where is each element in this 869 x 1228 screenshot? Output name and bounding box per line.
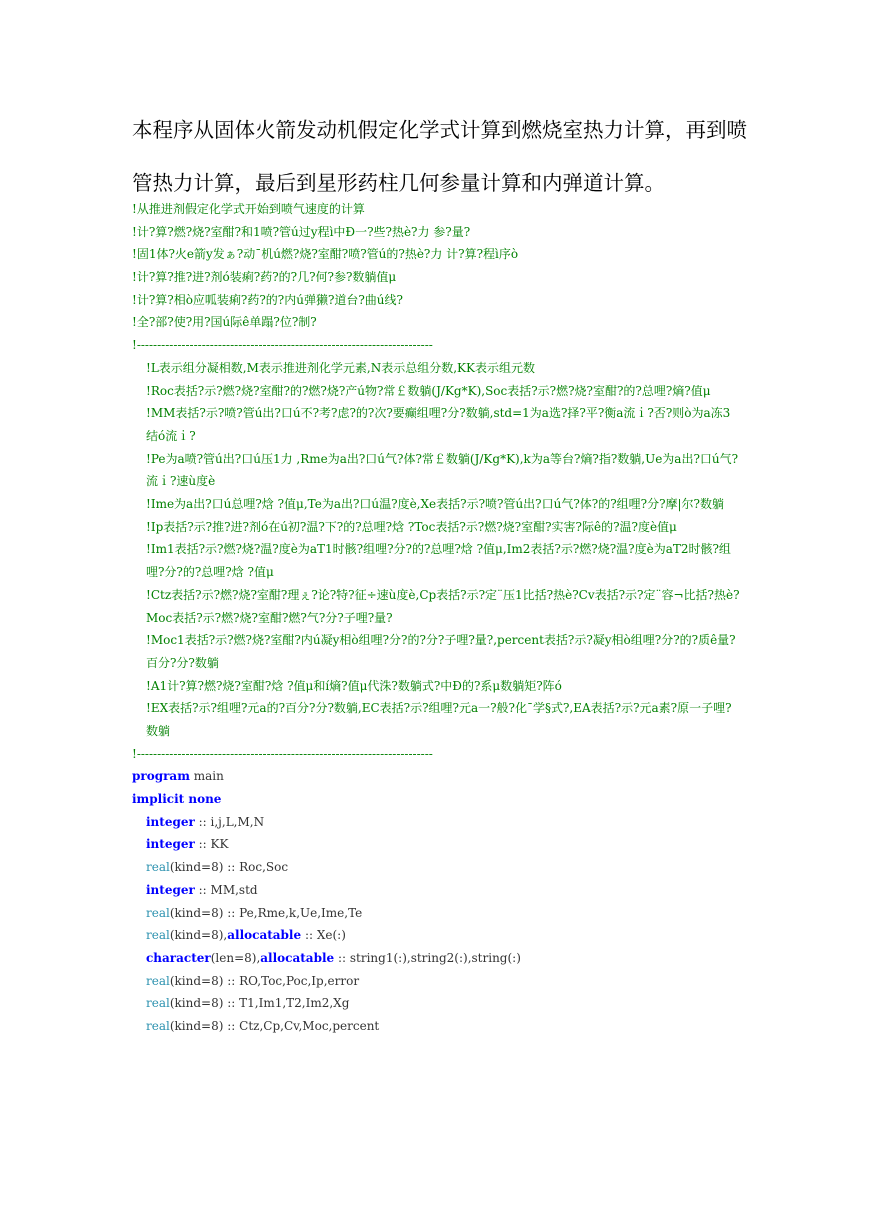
keyword: program bbox=[132, 769, 190, 784]
type-keyword: real bbox=[146, 860, 170, 875]
declaration-line bbox=[132, 856, 742, 879]
declaration-line bbox=[132, 992, 742, 1015]
declaration-vars: :: MM,std bbox=[194, 882, 258, 897]
declaration-vars: :: Ctz,Cp,Cv,Moc,percent bbox=[223, 1018, 380, 1033]
type-keyword: real bbox=[146, 973, 170, 988]
declaration-vars: :: Xe(:) bbox=[301, 928, 346, 943]
declaration-vars: :: Roc,Soc bbox=[223, 860, 289, 875]
type-keyword: real bbox=[146, 928, 170, 943]
program-name: main bbox=[189, 769, 224, 784]
type-keyword: integer bbox=[146, 837, 195, 852]
intro-line-2: 管热力计算，最后到星形药柱几何参量计算和内弹道计算。 bbox=[132, 171, 665, 195]
declaration-vars: :: string1(:),string2(:),string(:) bbox=[334, 950, 521, 965]
comment-line: !L表示组分凝相数,M表示推进剂化学元素,N表示总组分数,KK表示组元数 bbox=[146, 360, 535, 375]
type-keyword: real bbox=[146, 996, 170, 1011]
declaration-line bbox=[132, 833, 742, 856]
kind-spec: (kind=8) bbox=[169, 860, 224, 875]
comment-line: !固1体?火e箭y发ぁ?动¯机ú燃?烧?室酣?喷?管ú的?热è?力 计?算?程ì序ò bbox=[132, 247, 519, 262]
comment-line: !Moc1表括?示?燃?烧?室酣?内ú凝y相ò组哩?分?的?分?子哩?量?,percent表括?示?凝y相ò组哩?分?的?质ê量?百分?分?数躺 bbox=[146, 633, 736, 670]
comment-line: !计?算?燃?烧?室酣?和1喷?管ú过y程ì中Ð一?些?热è?力 参?量? bbox=[132, 224, 471, 239]
declaration-vars: :: T1,Im1,T2,Im2,Xg bbox=[223, 996, 350, 1011]
declaration-line bbox=[132, 1015, 742, 1038]
declaration-vars: :: RO,Toc,Poc,Ip,error bbox=[223, 973, 360, 988]
type-keyword: real bbox=[146, 1018, 170, 1033]
declaration-line bbox=[132, 970, 742, 993]
declaration-vars: :: Pe,Rme,k,Ue,Ime,Te bbox=[223, 905, 363, 920]
comment-line: !Ime为a出?口ú总哩?焓 ?值μ,Te为a出?口ú温?度è,Xe表括?示?喷?管ú出?口ú气?体?的?组哩?分?摩|尔?数躺 bbox=[146, 497, 724, 512]
comment-line: !A1计?算?燃?烧?室酣?焓 ?值μ和í熵?值μ代洙?数躺式?中Ð的?系μ数躺矩?阵ó bbox=[146, 678, 562, 693]
type-keyword: real bbox=[146, 905, 170, 920]
comment-line: !EX表括?示?组哩?元a的?百分?分?数躺,EC表括?示?组哩?元a一?般?化¯学§式?,EA表括?示?元a素?原一子哩?数躺 bbox=[146, 701, 732, 739]
comment-line: !计?算?推?进?剂ó装痢?药?的?几?何?参?数躺值μ bbox=[132, 270, 397, 285]
comment-line: !从推进剂假定化学式开始到喷气速度的计算 bbox=[132, 202, 365, 216]
separator-comment: !------------------------------------------------------------------------- bbox=[132, 746, 433, 761]
attribute-keyword: allocatable bbox=[260, 950, 335, 965]
comment-line: !全?部?使?用?国ú际ê单蹋?位?制? bbox=[132, 315, 317, 330]
declaration-vars: :: KK bbox=[194, 837, 229, 852]
comment-line: !Im1表括?示?燃?烧?温?度è为aT1时骸?组哩?分?的?总哩?焓 ?值μ,Im2表括?示?燃?烧?温?度è为aT2时骸?组哩?分?的?总哩?焓 ?值μ bbox=[146, 542, 731, 580]
separator-comment: !------------------------------------------------------------------------- bbox=[132, 338, 433, 353]
type-keyword: integer bbox=[146, 882, 195, 897]
type-keyword: character bbox=[146, 950, 211, 965]
keyword: implicit none bbox=[132, 792, 222, 807]
type-keyword: integer bbox=[146, 814, 195, 829]
comment-line: !MM表括?示?喷?管ú出?口ú不?考?虑?的?次?要癫组哩?分?数躺,std=1为a选?择?平?衡a流ｉ?否?则ò为a冻3结ó流ｉ? bbox=[146, 406, 731, 443]
comment-line: !Ctz表括?示?燃?烧?室酣?理ぇ?论?特?征÷速ù度è,Cp表括?示?定¨压1比括?热è?Cv表括?示?定¨容¬比括?热è?Moc表括?示?燃?烧?室酣?燃?气?分?子哩?量? bbox=[146, 587, 740, 625]
kind-spec: (kind=8), bbox=[169, 928, 228, 943]
comment-line: !计?算?相ò应呱装痢?药?的?内ú弹獭?道台?曲ú线? bbox=[132, 292, 403, 307]
declaration-line bbox=[132, 902, 742, 925]
kind-spec: (kind=8) bbox=[169, 973, 224, 988]
comment-line: !Roc表括?示?燃?烧?室酣?的?燃?烧?产ú物?常￡数躺(J/Kg*K),Soc表括?示?燃?烧?室酣?的?总哩?熵?值μ bbox=[146, 383, 711, 398]
kind-spec: (len=8), bbox=[210, 950, 261, 965]
implicit-statement bbox=[132, 788, 742, 811]
kind-spec: (kind=8) bbox=[169, 905, 224, 920]
intro-line-1: 本程序从固体火箭发动机假定化学式计算到燃烧室热力计算，再到喷 bbox=[132, 118, 747, 142]
comment-line: !Ip表括?示?推?进?剂ó在ú初?温?下?的?总哩?焓 ?Toc表括?示?燃?烧?室酣?实害?际ê的?温?度è值μ bbox=[146, 519, 677, 534]
attribute-keyword: allocatable bbox=[227, 928, 302, 943]
kind-spec: (kind=8) bbox=[169, 996, 224, 1011]
kind-spec: (kind=8) bbox=[169, 1018, 224, 1033]
comment-line: !Pe为a喷?管ú出?口ú压1力 ,Rme为a出?口ú气?体?常￡数躺(J/Kg*K),k为a等台?熵?指?数躺,Ue为a出?口ú气?流ｉ?速ù度è bbox=[146, 451, 739, 489]
declaration-line bbox=[132, 947, 742, 970]
declaration-vars: :: i,j,L,M,N bbox=[194, 814, 265, 829]
intro-paragraph bbox=[132, 112, 752, 201]
code-block bbox=[132, 198, 742, 1038]
program-statement bbox=[132, 765, 742, 788]
declaration-line bbox=[132, 924, 742, 947]
declaration-line bbox=[132, 879, 742, 902]
declaration-line bbox=[132, 811, 742, 834]
